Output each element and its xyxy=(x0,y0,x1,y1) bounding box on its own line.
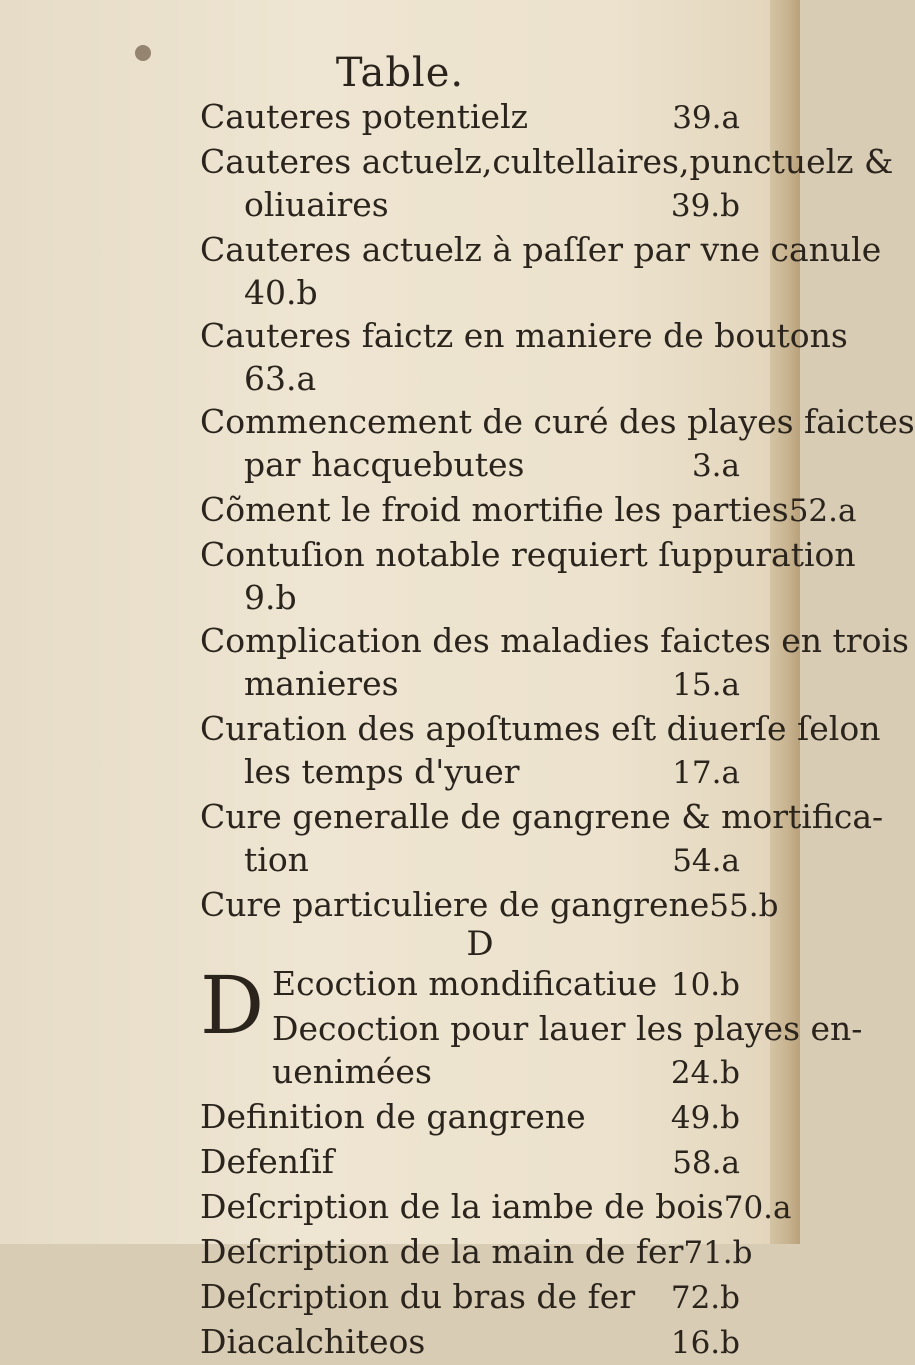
entry-text: Cauteres actuelz,cultellaires,punctuelz & xyxy=(200,142,894,181)
entry-text: manieres xyxy=(244,664,399,703)
entry-text: 9.b xyxy=(244,578,297,617)
entry-line xyxy=(200,1230,753,1275)
page-title: Table. xyxy=(335,50,465,96)
page-ref: 16.b xyxy=(670,1325,740,1361)
index-entry xyxy=(200,228,882,314)
entry-line xyxy=(200,228,882,271)
entry-line xyxy=(200,140,894,183)
entry-text: tion xyxy=(244,840,309,879)
entry-line xyxy=(200,619,909,662)
index-entry xyxy=(200,1095,740,1140)
index-entry xyxy=(200,488,857,533)
index-entry xyxy=(200,795,884,883)
index-entry xyxy=(200,400,915,488)
entry-line xyxy=(200,533,856,576)
index-entry xyxy=(200,533,856,619)
entry-line xyxy=(200,183,740,228)
entry-text: Contuſion notable requiert ſuppuration xyxy=(200,535,856,574)
index-entry xyxy=(200,883,779,928)
entry-text: Cauteres faictz en maniere de boutons xyxy=(200,316,848,355)
entry-line xyxy=(200,271,740,314)
index-entry xyxy=(200,314,848,400)
index-entry xyxy=(200,1185,792,1230)
page-ref: 39.a xyxy=(672,100,740,136)
page-ref: 3.a xyxy=(691,448,740,484)
entry-text: Complication des maladies faictes en trois xyxy=(200,621,909,660)
entry-text: Definition de gangrene xyxy=(200,1097,586,1136)
section-d-start xyxy=(200,959,863,1095)
page-ref: 54.a xyxy=(672,843,740,879)
page-ref: 70.a xyxy=(723,1190,792,1226)
page-ref: 39.b xyxy=(670,188,740,224)
entry-line xyxy=(200,1095,740,1140)
entry-text: Cauteres actuelz à paſſer par vne canule xyxy=(200,230,882,269)
page-ref: 58.a xyxy=(672,1145,740,1181)
entry-text: Ecoction mondificatiue xyxy=(272,964,658,1003)
entry-line xyxy=(200,1050,740,1095)
entry-text: Deſcription du bras de fer xyxy=(200,1277,636,1316)
entry-line xyxy=(200,795,884,838)
entry-line xyxy=(200,1140,740,1185)
letter-heading: D xyxy=(466,924,494,964)
index-entry xyxy=(200,1140,740,1185)
entry-text: uenimées xyxy=(272,1052,432,1091)
page-ref: 17.a xyxy=(672,755,740,791)
page-ref: 24.b xyxy=(670,1055,740,1091)
entry-line xyxy=(200,750,740,795)
entry-text: Deſcription de la main de fer xyxy=(200,1232,684,1271)
index-entry xyxy=(200,1320,740,1365)
entry-text: Commencement de curé des playes faictes xyxy=(200,402,915,441)
entry-text: Defenſif xyxy=(200,1142,334,1181)
entry-line xyxy=(200,95,740,140)
index-entry xyxy=(200,1230,753,1275)
entry-text: Cure particuliere de gangrene xyxy=(200,885,710,924)
section-d xyxy=(200,1095,792,1365)
entry-line xyxy=(200,1185,792,1230)
entry-line xyxy=(200,707,881,750)
page-ref: 10.b xyxy=(670,967,740,1003)
page-ref: 71.b xyxy=(683,1235,753,1271)
entry-line xyxy=(200,400,915,443)
entry-text: Cure generalle de gangrene & mortifica- xyxy=(200,797,884,836)
entry-line xyxy=(200,838,740,883)
entry-line xyxy=(200,576,740,619)
entry-line xyxy=(200,357,740,400)
entry-text: par hacquebutes xyxy=(244,445,525,484)
entry-line xyxy=(200,488,857,533)
index-entry xyxy=(200,1275,740,1320)
page-ref: 49.b xyxy=(670,1100,740,1136)
index-entry xyxy=(200,707,881,795)
page-ref: 52.a xyxy=(788,493,857,529)
drop-cap: D xyxy=(200,959,265,1052)
page-ref: 72.b xyxy=(670,1280,740,1316)
entry-line xyxy=(200,883,779,928)
section-c xyxy=(200,95,915,928)
entry-text: Decoction pour lauer les playes en- xyxy=(272,1009,863,1048)
entry-line xyxy=(200,662,740,707)
page-ref: 55.b xyxy=(709,888,779,924)
index-entry xyxy=(200,619,909,707)
page-ref: 15.a xyxy=(672,667,740,703)
entry-text: Diacalchiteos xyxy=(200,1322,426,1361)
index-entry xyxy=(200,140,894,228)
entry-text: Deſcription de la iambe de bois xyxy=(200,1187,724,1226)
entry-text: Curation des apoſtumes eſt diuerſe ſelon xyxy=(200,709,881,748)
entry-line xyxy=(200,443,740,488)
index-entries xyxy=(200,95,915,1365)
entry-text: 63.a xyxy=(244,359,317,398)
entry-text: oliuaires xyxy=(244,185,389,224)
entry-text: les temps d'yuer xyxy=(244,752,520,791)
entry-text: 40.b xyxy=(244,273,318,312)
index-entry xyxy=(200,95,740,140)
entry-line xyxy=(200,1275,740,1320)
entry-line xyxy=(200,1320,740,1365)
entry-line xyxy=(200,314,848,357)
entry-text: Cõment le froid mortifie les parties xyxy=(200,490,789,529)
entry-text: Cauteres potentielz xyxy=(200,97,529,136)
entry-line xyxy=(200,962,740,1007)
entry-line xyxy=(200,1007,863,1050)
